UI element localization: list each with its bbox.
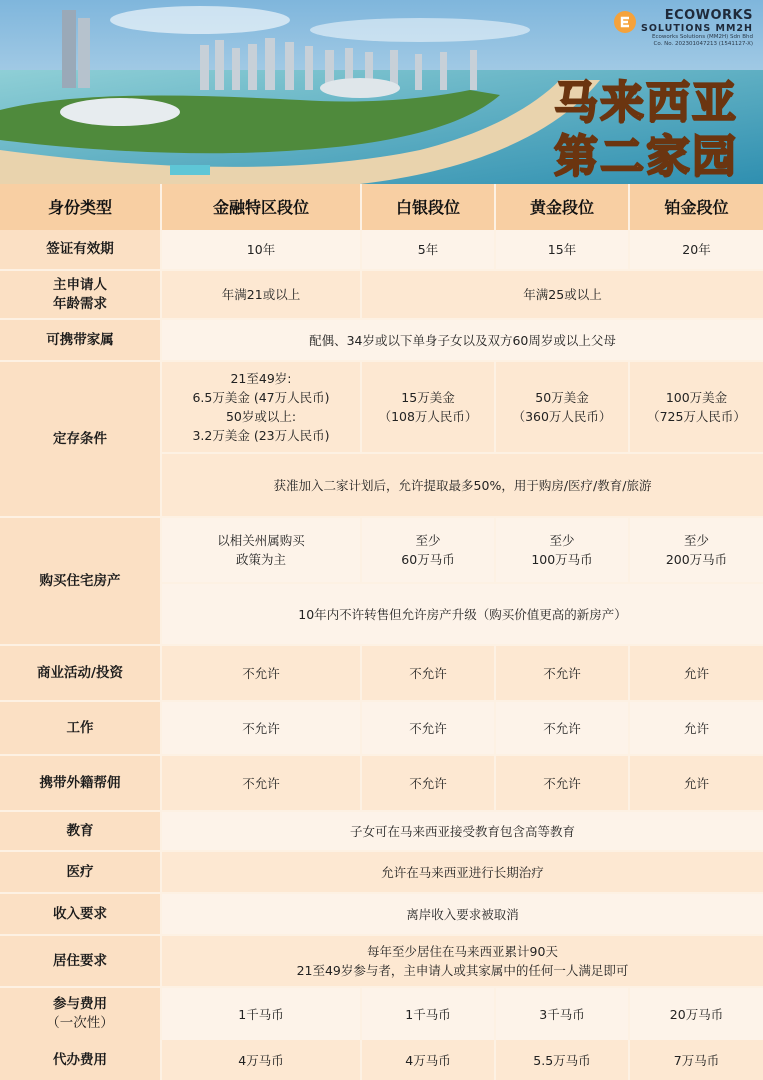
fee-label-line1: 参与费用 — [53, 996, 107, 1012]
brand-company: Ecoworks Solutions (MM2H) Sdn Bhd — [652, 34, 753, 40]
row-label-fee — [0, 988, 160, 1040]
property-silver — [362, 518, 494, 582]
column-header: 铂金段位 — [630, 184, 763, 230]
deposit-platinum — [630, 362, 763, 452]
row-label-maid: 携带外籍帮佣 — [0, 756, 160, 810]
fee-gold: 3千马币 — [496, 988, 628, 1040]
maid-silver: 不允许 — [362, 756, 494, 810]
property-sez — [162, 518, 360, 582]
property-gold — [496, 518, 628, 582]
column-header: 金融特区段位 — [162, 184, 360, 230]
row-label-property: 购买住宅房产 — [0, 518, 160, 644]
residence-line2: 21至49岁参与者，主申请人或其家属中的任何一人满足即可 — [296, 963, 629, 978]
residence-line1: 每年至少居住在马来西亚累计90天 — [367, 944, 558, 959]
family-value: 配偶、34岁或以下单身子女以及双方60周岁或以上父母 — [162, 320, 763, 360]
property-gold-line: 至少 — [549, 533, 575, 548]
brand-name: ECOWORKS — [664, 8, 753, 23]
property-note: 10年内不许转售但允许房产升级（购买价值更高的新房产） — [162, 584, 763, 644]
age-sez: 年满21或以上 — [162, 271, 360, 318]
deposit-gold — [496, 362, 628, 452]
agent-silver: 4万马币 — [362, 1040, 494, 1080]
fee-sez: 1千马币 — [162, 988, 360, 1040]
residence-value — [162, 936, 763, 986]
brand-sub: SOLUTIONS MM2H — [640, 23, 753, 34]
row-label-medical: 医疗 — [0, 852, 160, 892]
medical-value: 允许在马来西亚进行长期治疗 — [162, 852, 763, 892]
visa-gold: 15年 — [496, 230, 628, 269]
row-label-work: 工作 — [0, 702, 160, 754]
row-label-agent: 代办费用 — [0, 1040, 160, 1080]
comparison-table — [0, 184, 763, 1080]
hero-title-line1: 马来西亚 — [554, 77, 738, 128]
deposit-gold-line: 50万美金 — [535, 390, 589, 405]
work-sez: 不允许 — [162, 702, 360, 754]
column-header: 黄金段位 — [496, 184, 628, 230]
property-platinum-line: 至少 — [683, 533, 709, 548]
agent-sez: 4万马币 — [162, 1040, 360, 1080]
business-platinum: 允许 — [630, 646, 763, 700]
row-label-deposit: 定存条件 — [0, 362, 160, 516]
maid-gold: 不允许 — [496, 756, 628, 810]
fee-silver: 1千马币 — [362, 988, 494, 1040]
brand-block — [613, 8, 753, 48]
deposit-sez-line: 3.2万美金 (23万人民币) — [192, 428, 330, 443]
maid-platinum: 允许 — [630, 756, 763, 810]
hero-title-line2: 第二家园 — [554, 131, 738, 182]
age-label-line2: 年龄需求 — [53, 295, 107, 312]
visa-sez: 10年 — [162, 230, 360, 269]
visa-silver: 5年 — [362, 230, 494, 269]
work-silver: 不允许 — [362, 702, 494, 754]
education-value: 子女可在马来西亚接受教育包含高等教育 — [162, 812, 763, 850]
work-gold: 不允许 — [496, 702, 628, 754]
deposit-sez — [162, 362, 360, 452]
hero-banner — [0, 0, 763, 184]
business-silver: 不允许 — [362, 646, 494, 700]
age-label-line1: 主申请人 — [53, 276, 107, 293]
agent-platinum: 7万马币 — [630, 1040, 763, 1080]
deposit-sez-line: 6.5万美金 (47万人民币) — [192, 390, 330, 405]
row-label-visa: 签证有效期 — [0, 230, 160, 269]
property-sez-line: 政策为主 — [235, 552, 286, 567]
row-label-age — [0, 271, 160, 318]
property-silver-line: 至少 — [415, 533, 441, 548]
business-gold: 不允许 — [496, 646, 628, 700]
brand-registration: Co. No. 202301047213 (1541127-X) — [653, 41, 753, 47]
age-others: 年满25或以上 — [362, 271, 763, 318]
deposit-silver-line: 15万美金 — [401, 390, 455, 405]
deposit-platinum-line: 100万美金 — [665, 390, 728, 405]
property-gold-line: 100万马币 — [531, 552, 593, 567]
ecoworks-e-logo-icon — [613, 10, 637, 34]
deposit-note: 获准加入二家计划后，允许提取最多50%，用于购房/医疗/教育/旅游 — [162, 454, 763, 516]
property-platinum — [630, 518, 763, 582]
fee-platinum: 20万马币 — [630, 988, 763, 1040]
property-platinum-line: 200万马币 — [665, 552, 728, 567]
business-sez: 不允许 — [162, 646, 360, 700]
row-label-business: 商业活动/投资 — [0, 646, 160, 700]
deposit-sez-line: 21至49岁: — [230, 371, 292, 386]
row-label-family: 可携带家属 — [0, 320, 160, 360]
property-sez-line: 以相关州属购买 — [217, 533, 305, 548]
deposit-silver — [362, 362, 494, 452]
work-platinum: 允许 — [630, 702, 763, 754]
row-label-residence: 居住要求 — [0, 936, 160, 986]
column-header: 身份类型 — [0, 184, 160, 230]
income-value: 离岸收入要求被取消 — [162, 894, 763, 934]
deposit-gold-line: （360万人民币） — [512, 409, 612, 424]
property-silver-line: 60万马币 — [401, 552, 455, 567]
column-header: 白银段位 — [362, 184, 494, 230]
maid-sez: 不允许 — [162, 756, 360, 810]
row-label-education: 教育 — [0, 812, 160, 850]
fee-label-line2: （一次性） — [46, 1015, 114, 1031]
deposit-silver-line: （108万人民币） — [378, 409, 478, 424]
deposit-platinum-line: （725万人民币） — [647, 409, 746, 424]
row-label-income: 收入要求 — [0, 894, 160, 934]
agent-gold: 5.5万马币 — [496, 1040, 628, 1080]
visa-platinum: 20年 — [630, 230, 763, 269]
deposit-sez-line: 50岁或以上: — [225, 409, 297, 424]
